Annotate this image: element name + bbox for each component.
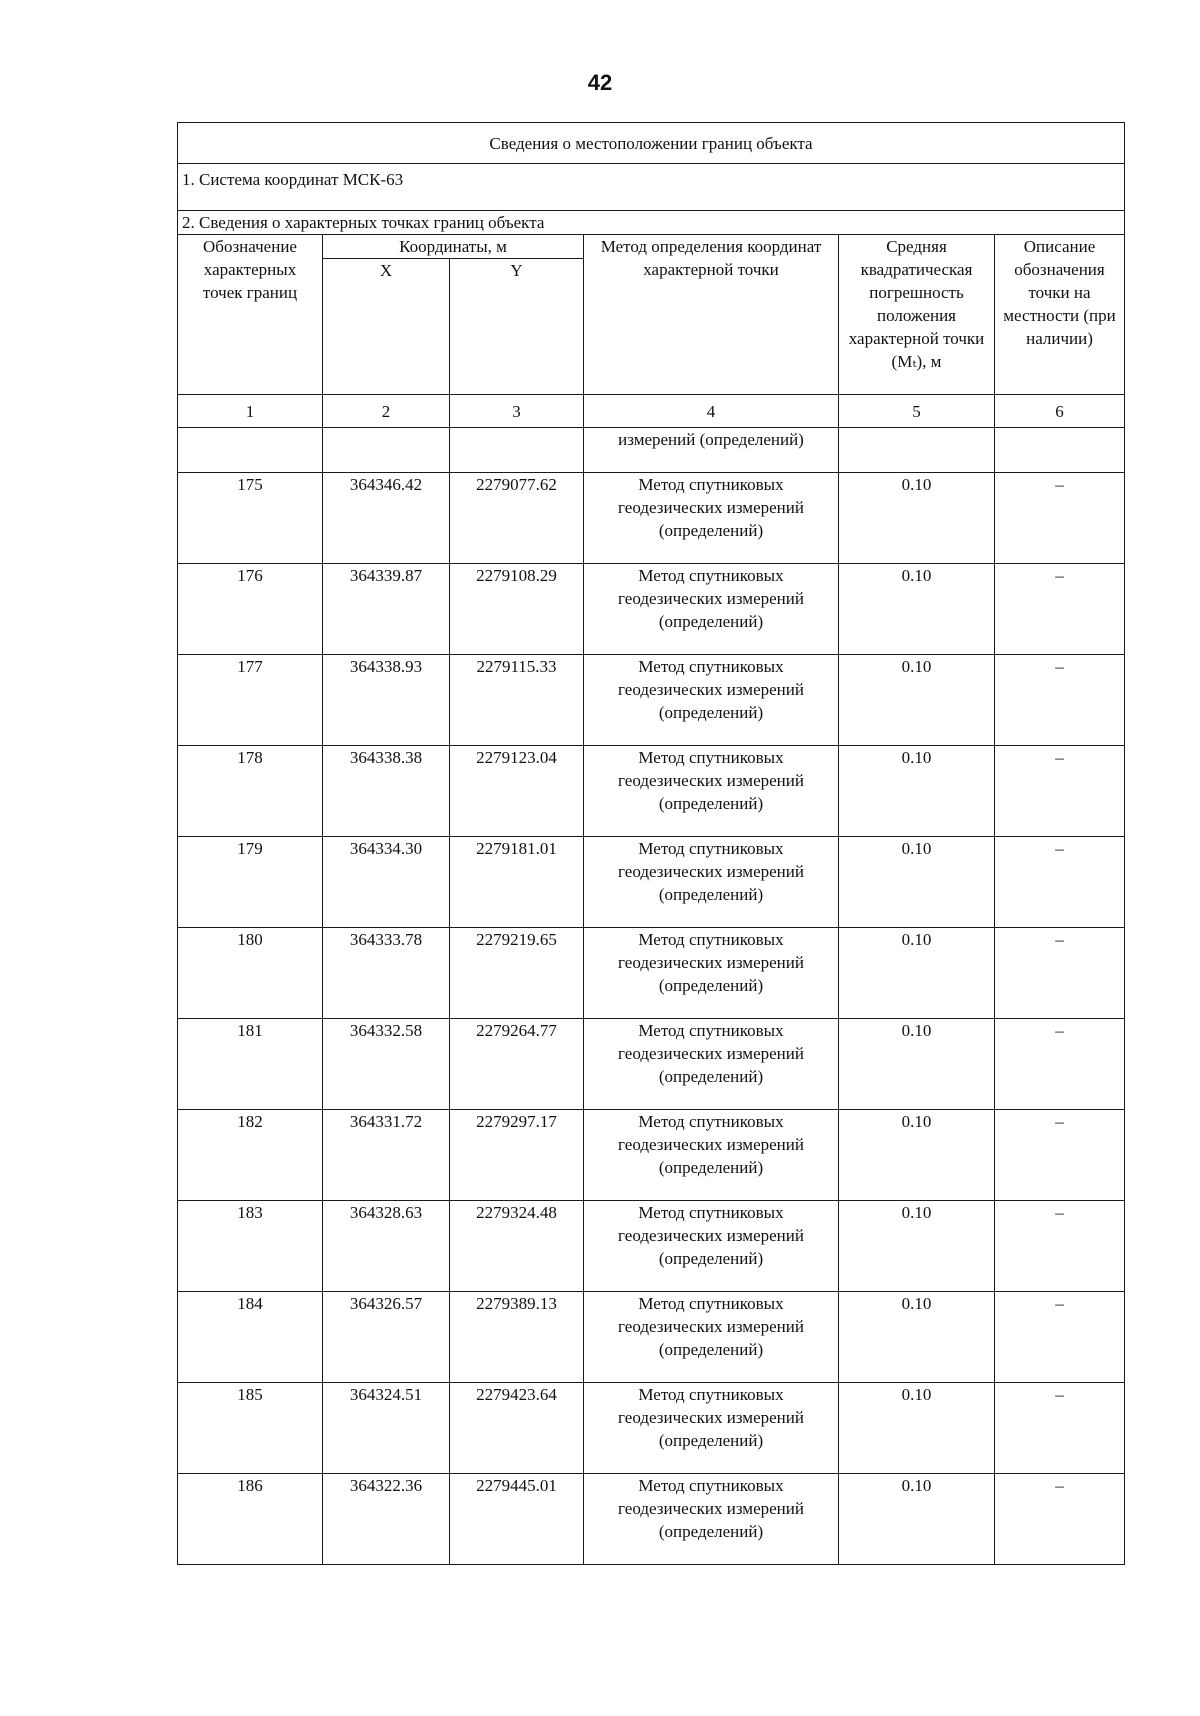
y-coordinate-cell: 2279423.64 (450, 1383, 584, 1474)
column-number-cell: 6 (995, 395, 1125, 428)
table-cell (839, 428, 995, 473)
method-cell: Метод спутниковых геодезических измерений (определений) (584, 1474, 839, 1565)
method-cell: Метод спутниковых геодезических измерений (определений) (584, 1110, 839, 1201)
table-row (178, 1110, 1125, 1201)
section-row (178, 211, 1125, 235)
x-coordinate-cell: 364322.36 (323, 1474, 450, 1565)
point-number-cell: 182 (178, 1110, 323, 1201)
page-number: 42 (587, 70, 613, 95)
x-coordinate-cell: 364334.30 (323, 837, 450, 928)
method-cell: Метод спутниковых геодезических измерений (определений) (584, 746, 839, 837)
continuation-method-cell: измерений (определений) (584, 428, 839, 473)
header-y: Y (450, 259, 584, 395)
column-number-cell: 1 (178, 395, 323, 428)
point-number-cell: 181 (178, 1019, 323, 1110)
boundary-points-table (177, 122, 1125, 1565)
table-row (178, 1383, 1125, 1474)
column-number-cell: 3 (450, 395, 584, 428)
table-cell (178, 428, 323, 473)
table-row (178, 1292, 1125, 1383)
table-row (178, 655, 1125, 746)
header-method: Метод определения координат характерной точки (584, 235, 839, 395)
column-number-cell: 2 (323, 395, 450, 428)
points-section-label: 2. Сведения о характерных точках границ объекта (178, 211, 1125, 235)
section-row (178, 164, 1125, 211)
description-cell: – (995, 1201, 1125, 1292)
table-title: Сведения о местоположении границ объекта (178, 123, 1125, 164)
mean-error-cell: 0.10 (839, 1019, 995, 1110)
table-cell (323, 428, 450, 473)
description-cell: – (995, 1292, 1125, 1383)
point-number-cell: 185 (178, 1383, 323, 1474)
table-row (178, 564, 1125, 655)
x-coordinate-cell: 364338.93 (323, 655, 450, 746)
table-row (178, 746, 1125, 837)
description-cell: – (995, 1110, 1125, 1201)
description-cell: – (995, 928, 1125, 1019)
mean-error-cell: 0.10 (839, 837, 995, 928)
y-coordinate-cell: 2279324.48 (450, 1201, 584, 1292)
y-coordinate-cell: 2279181.01 (450, 837, 584, 928)
x-coordinate-cell: 364338.38 (323, 746, 450, 837)
y-coordinate-cell: 2279445.01 (450, 1474, 584, 1565)
method-cell: Метод спутниковых геодезических измерений (определений) (584, 1019, 839, 1110)
y-coordinate-cell: 2279219.65 (450, 928, 584, 1019)
mean-error-cell: 0.10 (839, 1110, 995, 1201)
table-title-row (178, 123, 1125, 164)
description-cell: – (995, 655, 1125, 746)
mean-error-cell: 0.10 (839, 1292, 995, 1383)
header-row (178, 235, 1125, 259)
header-mean-error: Средняя квадратическая погрешность положения характерной точки (Mₜ), м (839, 235, 995, 395)
description-cell: – (995, 473, 1125, 564)
mean-error-cell: 0.10 (839, 564, 995, 655)
point-number-cell: 177 (178, 655, 323, 746)
method-cell: Метод спутниковых геодезических измерений (определений) (584, 928, 839, 1019)
continuation-row (178, 428, 1125, 473)
point-number-cell: 175 (178, 473, 323, 564)
x-coordinate-cell: 364331.72 (323, 1110, 450, 1201)
y-coordinate-cell: 2279264.77 (450, 1019, 584, 1110)
mean-error-cell: 0.10 (839, 1201, 995, 1292)
x-coordinate-cell: 364328.63 (323, 1201, 450, 1292)
table-row (178, 473, 1125, 564)
method-cell: Метод спутниковых геодезических измерений (определений) (584, 1201, 839, 1292)
y-coordinate-cell: 2279123.04 (450, 746, 584, 837)
header-point-designation: Обозначение характерных точек границ (178, 235, 323, 395)
mean-error-cell: 0.10 (839, 1474, 995, 1565)
table-row (178, 1474, 1125, 1565)
header-coordinates: Координаты, м (323, 235, 584, 259)
mean-error-cell: 0.10 (839, 928, 995, 1019)
point-number-cell: 178 (178, 746, 323, 837)
y-coordinate-cell: 2279297.17 (450, 1110, 584, 1201)
description-cell: – (995, 837, 1125, 928)
method-cell: Метод спутниковых геодезических измерений (определений) (584, 564, 839, 655)
method-cell: Метод спутниковых геодезических измерений (определений) (584, 1383, 839, 1474)
table-row (178, 928, 1125, 1019)
y-coordinate-cell: 2279077.62 (450, 473, 584, 564)
x-coordinate-cell: 364324.51 (323, 1383, 450, 1474)
method-cell: Метод спутниковых геодезических измерений (определений) (584, 837, 839, 928)
point-number-cell: 179 (178, 837, 323, 928)
header-x: X (323, 259, 450, 395)
mean-error-cell: 0.10 (839, 473, 995, 564)
x-coordinate-cell: 364339.87 (323, 564, 450, 655)
description-cell: – (995, 1383, 1125, 1474)
column-numbers-row (178, 395, 1125, 428)
x-coordinate-cell: 364332.58 (323, 1019, 450, 1110)
mean-error-cell: 0.10 (839, 655, 995, 746)
x-coordinate-cell: 364333.78 (323, 928, 450, 1019)
mean-error-cell: 0.10 (839, 1383, 995, 1474)
coordinate-system-label: 1. Система координат МСК-63 (178, 164, 1125, 211)
description-cell: – (995, 746, 1125, 837)
table-cell (995, 428, 1125, 473)
column-number-cell: 4 (584, 395, 839, 428)
point-number-cell: 186 (178, 1474, 323, 1565)
method-cell: Метод спутниковых геодезических измерений (определений) (584, 473, 839, 564)
x-coordinate-cell: 364326.57 (323, 1292, 450, 1383)
y-coordinate-cell: 2279389.13 (450, 1292, 584, 1383)
description-cell: – (995, 1019, 1125, 1110)
method-cell: Метод спутниковых геодезических измерений (определений) (584, 655, 839, 746)
point-number-cell: 176 (178, 564, 323, 655)
description-cell: – (995, 564, 1125, 655)
table-row (178, 837, 1125, 928)
point-number-cell: 183 (178, 1201, 323, 1292)
mean-error-cell: 0.10 (839, 746, 995, 837)
y-coordinate-cell: 2279108.29 (450, 564, 584, 655)
point-number-cell: 180 (178, 928, 323, 1019)
point-number-cell: 184 (178, 1292, 323, 1383)
method-cell: Метод спутниковых геодезических измерений (определений) (584, 1292, 839, 1383)
table-row (178, 1019, 1125, 1110)
column-number-cell: 5 (839, 395, 995, 428)
table-cell (450, 428, 584, 473)
table-row (178, 1201, 1125, 1292)
header-description: Описание обозначения точки на местности (при наличии) (995, 235, 1125, 395)
x-coordinate-cell: 364346.42 (323, 473, 450, 564)
y-coordinate-cell: 2279115.33 (450, 655, 584, 746)
description-cell: – (995, 1474, 1125, 1565)
